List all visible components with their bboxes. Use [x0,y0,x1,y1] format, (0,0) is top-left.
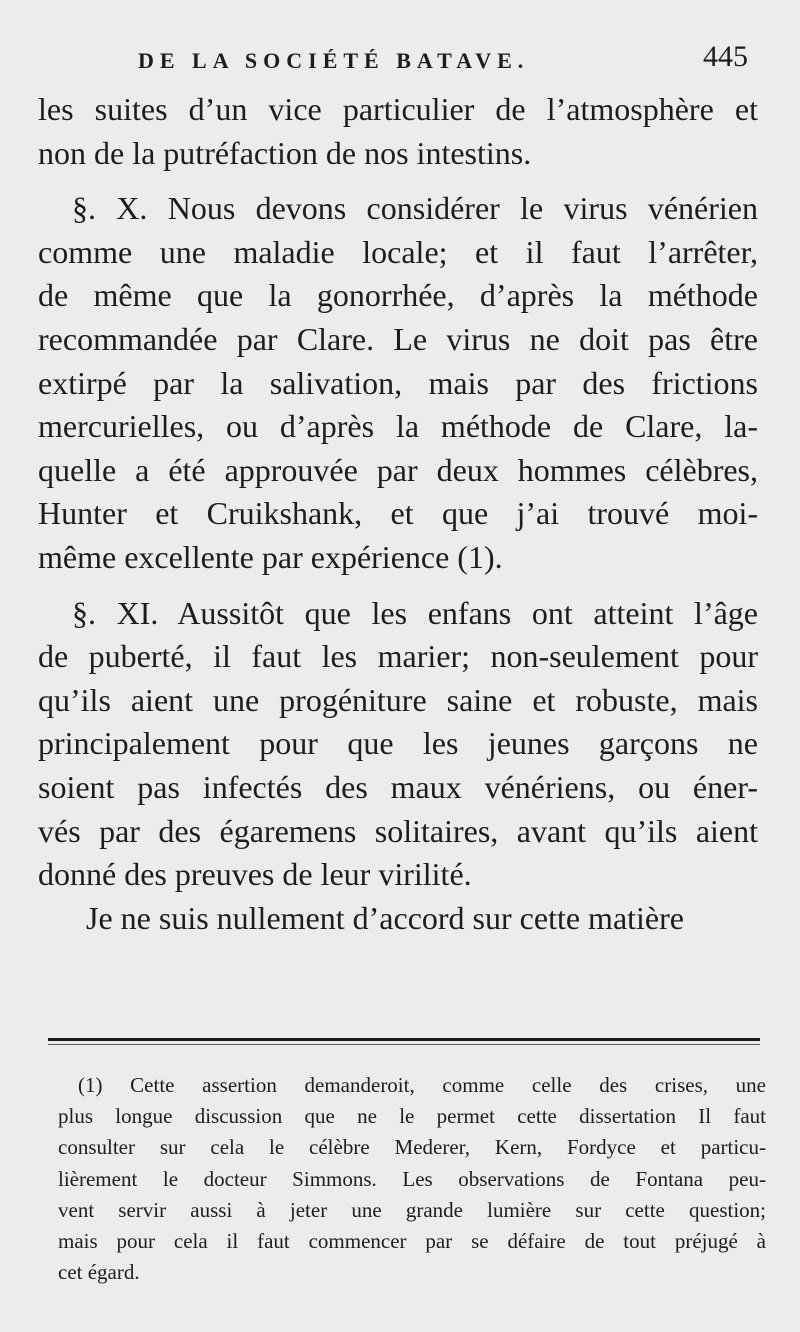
text-line: soient pas infectés des maux vénériens, ou éner- [38,768,758,805]
text-line: de puberté, il faut les marier; non-seulement pour [38,638,758,675]
footnote-line: plus longue discussion que ne le permet cette dissertation Il faut [58,1104,766,1129]
text-line: donné des preuves de leur virilité. [38,856,472,893]
footnote-line: cet égard. [58,1260,140,1285]
text-line: de même que la gonorrhée, d’après la méthode [38,277,758,314]
text-line: extirpé par la salivation, mais par des frictions [38,364,758,401]
paragraph-gap [38,580,758,592]
footnote-line: lièrement le docteur Simmons. Les observations de Fontana peu- [58,1166,766,1191]
text-line: mercurielles, ou d’après la méthode de Clare, la- [38,408,758,445]
footnote-line: mais pour cela il faut commencer par se défaire de tout préjugé à [58,1228,766,1253]
footnote-line: consulter sur cela le célèbre Mederer, Kern, Fordyce et particu- [58,1135,766,1160]
text-line: §. X. Nous devons considérer le virus vénérien [72,190,758,227]
footnote-line: vent servir aussi à jeter une grande lumière sur cette question; [58,1197,766,1222]
running-head [40,40,748,80]
text-line: même excellente par expérience (1). [38,538,503,575]
text-line: les suites d’un vice particulier de l’atmosphère et [38,91,758,127]
text-line: recommandée par Clare. Le virus ne doit pas être [38,320,758,357]
text-line: vés par des égaremens solitaires, avant qu’ils aient [38,812,758,849]
page-number: 445 [703,40,748,73]
body-text [38,88,758,940]
text-line: non de la putréfaction de nos intestins. [38,134,532,171]
footnote [58,1070,766,1288]
text-line: qu’ils aient une progéniture saine et robuste, mais [38,681,758,718]
text-line: comme une maladie locale; et il faut l’arrêter, [38,233,758,270]
text-line: Je ne suis nullement d’accord sur cette matière [86,899,684,936]
text-line: principalement pour que les jeunes garçons ne [38,725,758,762]
text-line: Hunter et Cruikshank, et que j’ai trouvé moi- [38,495,758,532]
footnote-line: (1) Cette assertion demanderoit, comme celle des crises, une [78,1073,766,1097]
paragraph-gap [38,175,758,187]
running-title: DE LA SOCIÉTÉ BATAVE. [138,48,530,73]
text-line: §. XI. Aussitôt que les enfans ont atteint l’âge [72,594,758,631]
footnote-rule-thin [48,1044,760,1045]
text-line: quelle a été approuvée par deux hommes célèbres, [38,451,758,488]
footnote-rule [48,1038,760,1041]
